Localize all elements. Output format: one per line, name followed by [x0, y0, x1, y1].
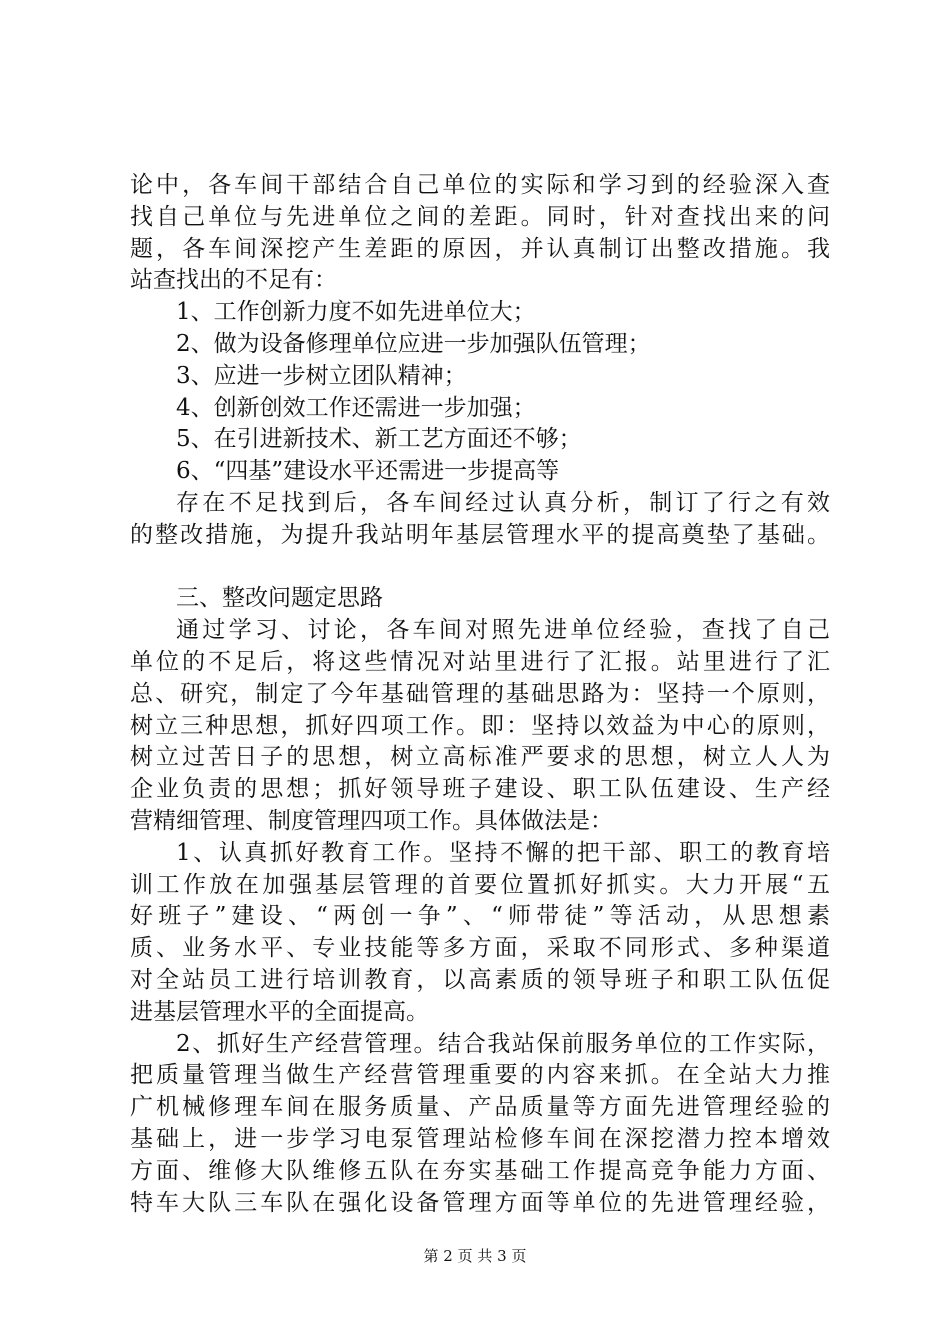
document-body: [130, 170, 830, 1219]
list-item: 5、在引进新技术、新工艺方面还不够；: [176, 426, 582, 453]
paragraph-line: 广机械修理车间在服务质量、产品质量等方面先进管理经验的: [130, 1094, 830, 1121]
paragraph-line: 单位的不足后，将这些情况对站里进行了汇报。站里进行了汇: [130, 648, 830, 675]
section-heading: 三、整改问题定思路: [176, 585, 383, 612]
paragraph-line: 总、研究，制定了今年基础管理的基础思路为：坚持一个原则，: [130, 680, 830, 707]
paragraph-line: 基础上，进一步学习电泵管理站检修车间在深挖潜力控本增效: [130, 1125, 830, 1152]
paragraph-line: 论中，各车间干部结合自己单位的实际和学习到的经验深入查: [130, 172, 830, 198]
paragraph-line: 好班子”建设、“两创一争”、“师带徒”等活动，从思想素: [130, 903, 830, 930]
list-item: 6、“四基”建设水平还需进一步提高等: [176, 458, 560, 485]
list-item: 3、应进一步树立团队精神；: [176, 362, 467, 389]
paragraph-line: 1、认真抓好教育工作。坚持不懈的把干部、职工的教育培: [176, 839, 830, 866]
list-item: 1、工作创新力度不如先进单位大；: [176, 299, 536, 326]
paragraph-line: 训工作放在加强基层管理的首要位置抓好抓实。大力开展“五: [130, 871, 830, 898]
paragraph-line: 2、抓好生产经营管理。结合我站保前服务单位的工作实际，: [176, 1030, 830, 1057]
paragraph-line: 企业负责的思想；抓好领导班子建设、职工队伍建设、生产经: [130, 776, 830, 803]
paragraph-line: 题，各车间深挖产生差距的原因，并认真制订出整改措施。我: [130, 235, 830, 262]
paragraph-line: 方面、维修大队维修五队在夯实基础工作提高竞争能力方面、: [130, 1157, 830, 1184]
paragraph-line: 树立三种思想，抓好四项工作。即：坚持以效益为中心的原则，: [130, 712, 830, 739]
paragraph-line: 质、业务水平、专业技能等多方面，采取不同形式、多种渠道: [130, 935, 830, 962]
paragraph-line: 通过学习、讨论，各车间对照先进单位经验，查找了自己: [176, 617, 830, 644]
paragraph-line: 把质量管理当做生产经营管理重要的内容来抓。在全站大力推: [130, 1062, 830, 1089]
paragraph-line: 进基层管理水平的全面提高。: [130, 998, 429, 1025]
paragraph-line: 站查找出的不足有：: [130, 267, 337, 294]
page-number-label: 第 2 页 共 3 页: [423, 1247, 527, 1265]
paragraph-line: 存在不足找到后，各车间经过认真分析，制订了行之有效: [176, 489, 830, 516]
paragraph-line: 对全站员工进行培训教育，以高素质的领导班子和职工队伍促: [130, 966, 830, 993]
paragraph-line: 特车大队三车队在强化设备管理方面等单位的先进管理经验，: [130, 1189, 830, 1216]
blank-line: [130, 552, 830, 584]
paragraph-line: 找自己单位与先进单位之间的差距。同时，针对查找出来的问: [130, 203, 830, 230]
page-footer: [0, 1246, 950, 1266]
paragraph-line: 树立过苦日子的思想，树立高标准严要求的思想，树立人人为: [130, 744, 830, 771]
paragraph-line: 营精细管理、制度管理四项工作。具体做法是：: [130, 807, 613, 834]
list-item: 4、创新创效工作还需进一步加强；: [176, 394, 536, 421]
paragraph-line: 的整改措施，为提升我站明年基层管理水平的提高奠垫了基础。: [130, 521, 830, 548]
list-item: 2、做为设备修理单位应进一步加强队伍管理；: [176, 330, 651, 357]
